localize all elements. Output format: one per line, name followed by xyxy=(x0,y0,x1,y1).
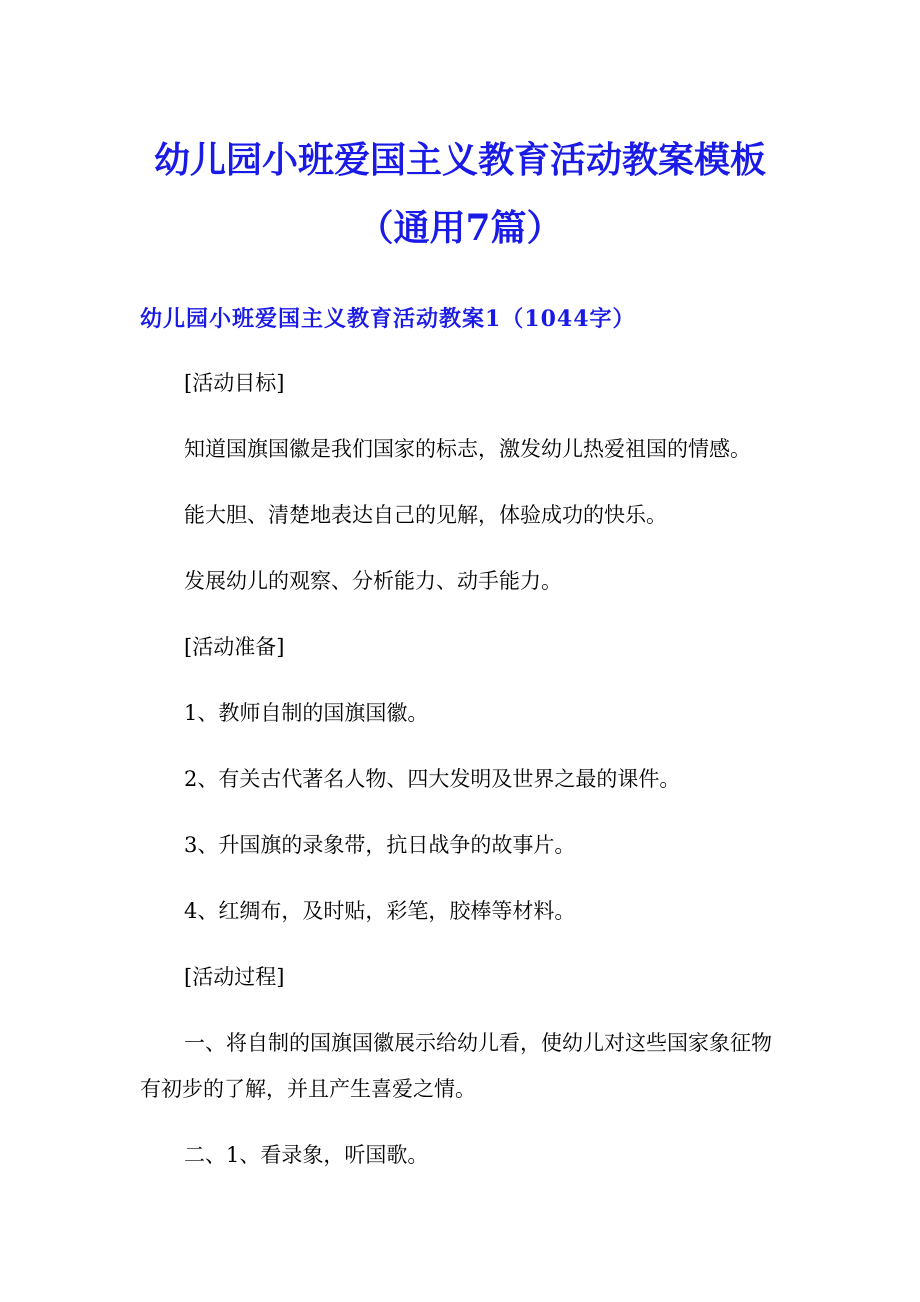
preparation-item-3: 3、升国旗的录象带，抗日战争的故事片。 xyxy=(184,833,576,857)
preparation-item-2: 2、有关古代著名人物、四大发明及世界之最的课件。 xyxy=(184,767,681,791)
preparation-item-1: 1、教师自制的国旗国徽。 xyxy=(184,701,429,725)
process-paragraph-1-line-1: 一、将自制的国旗国徽展示给幼儿看，使幼儿对这些国家象征物 xyxy=(184,1031,772,1055)
subheading-activity-preparation: [活动准备] xyxy=(184,635,285,659)
subheading-activity-process: [活动过程] xyxy=(184,965,285,989)
document-title-line-1: 幼儿园小班爱国主义教育活动教案模板 xyxy=(153,139,766,181)
document-title-line-2: （通用7篇） xyxy=(357,207,563,249)
goal-paragraph-3: 发展幼儿的观察、分析能力、动手能力。 xyxy=(184,569,562,593)
section-heading: 幼儿园小班爱国主义教育活动教案1（1044字） xyxy=(140,306,636,332)
process-paragraph-2: 二、1、看录象，听国歌。 xyxy=(184,1143,429,1167)
process-paragraph-1-line-2: 有初步的了解，并且产生喜爱之情。 xyxy=(140,1077,476,1101)
subheading-activity-goals: [活动目标] xyxy=(184,371,285,395)
goal-paragraph-2: 能大胆、清楚地表达自己的见解，体验成功的快乐。 xyxy=(184,503,667,527)
goal-paragraph-1: 知道国旗国徽是我们国家的标志，激发幼儿热爱祖国的情感。 xyxy=(184,437,751,461)
preparation-item-4: 4、红绸布，及时贴，彩笔，胶棒等材料。 xyxy=(184,899,576,923)
